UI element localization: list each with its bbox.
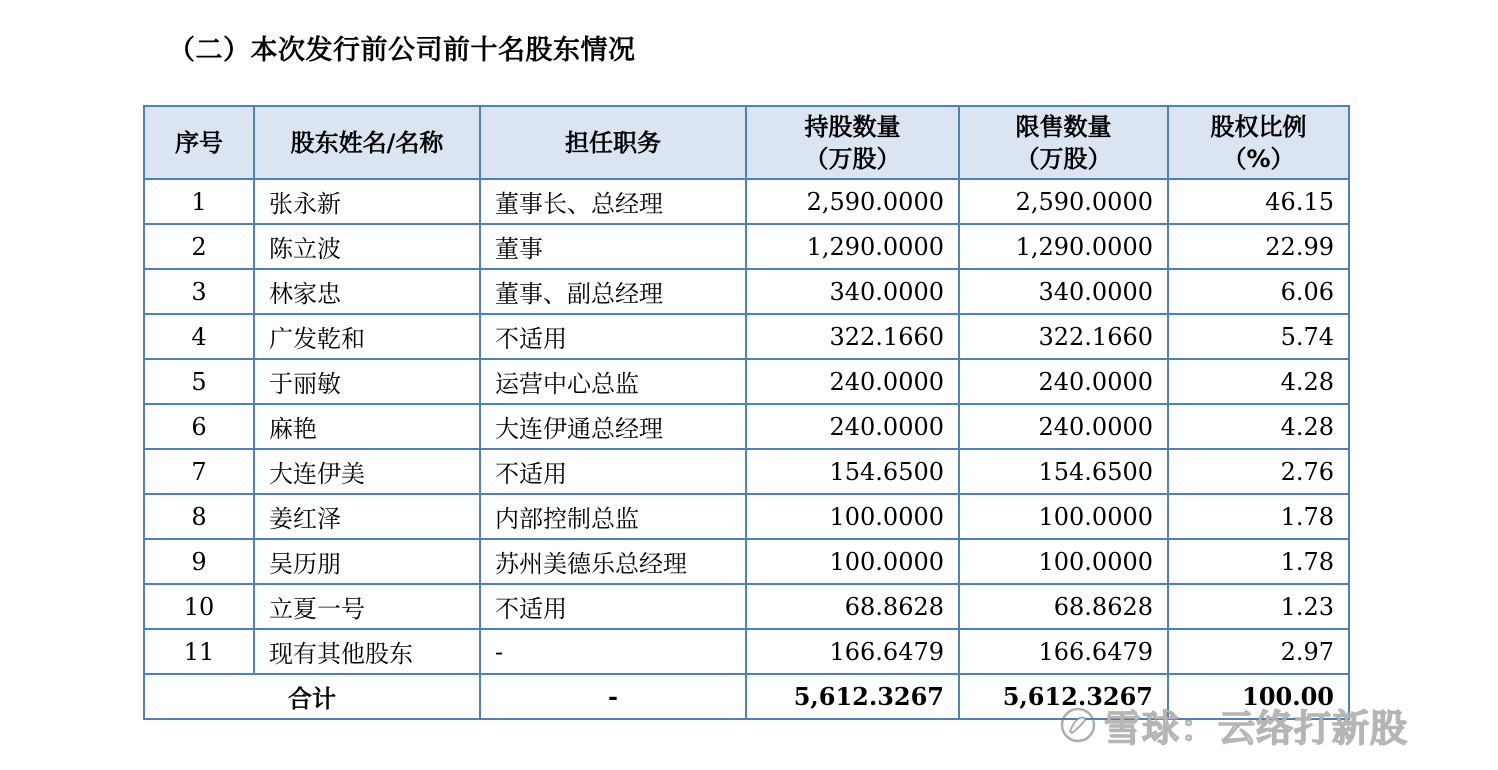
total-label: 合计 xyxy=(144,674,480,719)
cell-index: 3 xyxy=(144,269,254,314)
cell-shares: 322.1660 xyxy=(746,314,959,359)
snowball-logo-icon xyxy=(1058,705,1098,745)
table-body xyxy=(144,179,1349,719)
section-heading: （二）本次发行前公司前十名股东情况 xyxy=(168,35,636,66)
cell-role: 不适用 xyxy=(480,449,746,494)
cell-index: 6 xyxy=(144,404,254,449)
total-restricted: 5,612.3267 xyxy=(959,674,1168,719)
cell-restricted: 340.0000 xyxy=(959,269,1168,314)
header-shares-line1: 持股数量 xyxy=(804,112,901,141)
cell-role: 董事、副总经理 xyxy=(480,269,746,314)
cell-restricted: 68.8628 xyxy=(959,584,1168,629)
header-ratio-line1: 股权比例 xyxy=(1210,112,1307,141)
table-row xyxy=(144,584,1349,629)
header-restricted-line1: 限售数量 xyxy=(1015,112,1112,141)
cell-shares: 100.0000 xyxy=(746,539,959,584)
cell-restricted: 166.6479 xyxy=(959,629,1168,674)
table-row xyxy=(144,494,1349,539)
cell-role: 大连伊通总经理 xyxy=(480,404,746,449)
header-role xyxy=(480,106,746,179)
cell-role: 董事长、总经理 xyxy=(480,179,746,224)
cell-index: 4 xyxy=(144,314,254,359)
table-row xyxy=(144,179,1349,224)
cell-shares: 340.0000 xyxy=(746,269,959,314)
cell-index: 2 xyxy=(144,224,254,269)
cell-ratio: 1.78 xyxy=(1168,494,1349,539)
cell-holder-name: 立夏一号 xyxy=(254,584,480,629)
cell-holder-name: 姜红泽 xyxy=(254,494,480,539)
header-ratio xyxy=(1168,106,1349,179)
header-index xyxy=(144,106,254,179)
cell-index: 9 xyxy=(144,539,254,584)
header-name-line1: 股东姓名/名称 xyxy=(290,128,444,157)
cell-ratio: 46.15 xyxy=(1168,179,1349,224)
cell-restricted: 1,290.0000 xyxy=(959,224,1168,269)
cell-role: 内部控制总监 xyxy=(480,494,746,539)
cell-ratio: 22.99 xyxy=(1168,224,1349,269)
cell-holder-name: 陈立波 xyxy=(254,224,480,269)
table-row xyxy=(144,539,1349,584)
table-header xyxy=(144,106,1349,179)
cell-index: 7 xyxy=(144,449,254,494)
watermark-text: 雪球：云络打新股 xyxy=(1104,707,1408,750)
header-ratio-line2: （%） xyxy=(1222,144,1295,173)
table-row xyxy=(144,359,1349,404)
header-restricted-line2: （万股） xyxy=(1015,144,1112,173)
cell-holder-name: 广发乾和 xyxy=(254,314,480,359)
cell-ratio: 1.23 xyxy=(1168,584,1349,629)
cell-role: 不适用 xyxy=(480,584,746,629)
cell-restricted: 322.1660 xyxy=(959,314,1168,359)
cell-holder-name: 张永新 xyxy=(254,179,480,224)
cell-role: 董事 xyxy=(480,224,746,269)
table-row xyxy=(144,269,1349,314)
cell-role: 运营中心总监 xyxy=(480,359,746,404)
cell-ratio: 2.76 xyxy=(1168,449,1349,494)
cell-ratio: 4.28 xyxy=(1168,404,1349,449)
cell-shares: 240.0000 xyxy=(746,359,959,404)
cell-shares: 166.6479 xyxy=(746,629,959,674)
header-shares xyxy=(746,106,959,179)
total-shares: 5,612.3267 xyxy=(746,674,959,719)
cell-holder-name: 于丽敏 xyxy=(254,359,480,404)
shareholders-table xyxy=(143,105,1350,720)
cell-ratio: 2.97 xyxy=(1168,629,1349,674)
cell-ratio: 5.74 xyxy=(1168,314,1349,359)
cell-restricted: 2,590.0000 xyxy=(959,179,1168,224)
cell-ratio: 6.06 xyxy=(1168,269,1349,314)
cell-role: - xyxy=(480,629,746,674)
header-name xyxy=(254,106,480,179)
cell-shares: 2,590.0000 xyxy=(746,179,959,224)
table-row xyxy=(144,404,1349,449)
cell-index: 8 xyxy=(144,494,254,539)
cell-holder-name: 大连伊美 xyxy=(254,449,480,494)
header-role-line1: 担任职务 xyxy=(565,128,661,157)
header-index-line1: 序号 xyxy=(175,128,223,157)
cell-restricted: 100.0000 xyxy=(959,494,1168,539)
cell-restricted: 240.0000 xyxy=(959,404,1168,449)
total-ratio: 100.00 xyxy=(1168,674,1349,719)
cell-shares: 1,290.0000 xyxy=(746,224,959,269)
cell-ratio: 1.78 xyxy=(1168,539,1349,584)
cell-role: 苏州美德乐总经理 xyxy=(480,539,746,584)
header-shares-line2: （万股） xyxy=(804,144,901,173)
cell-holder-name: 林家忠 xyxy=(254,269,480,314)
cell-restricted: 154.6500 xyxy=(959,449,1168,494)
cell-restricted: 100.0000 xyxy=(959,539,1168,584)
cell-holder-name: 现有其他股东 xyxy=(254,629,480,674)
table-row xyxy=(144,224,1349,269)
cell-shares: 68.8628 xyxy=(746,584,959,629)
total-role: - xyxy=(480,674,746,719)
cell-shares: 240.0000 xyxy=(746,404,959,449)
cell-holder-name: 吴历朋 xyxy=(254,539,480,584)
header-restricted xyxy=(959,106,1168,179)
cell-index: 10 xyxy=(144,584,254,629)
cell-ratio: 4.28 xyxy=(1168,359,1349,404)
cell-holder-name: 麻艳 xyxy=(254,404,480,449)
table-row xyxy=(144,629,1349,674)
table-row xyxy=(144,449,1349,494)
table-row xyxy=(144,314,1349,359)
cell-index: 1 xyxy=(144,179,254,224)
cell-role: 不适用 xyxy=(480,314,746,359)
cell-shares: 154.6500 xyxy=(746,449,959,494)
cell-restricted: 240.0000 xyxy=(959,359,1168,404)
cell-index: 5 xyxy=(144,359,254,404)
cell-shares: 100.0000 xyxy=(746,494,959,539)
cell-index: 11 xyxy=(144,629,254,674)
watermark xyxy=(1058,698,1408,752)
header-row xyxy=(144,106,1349,179)
